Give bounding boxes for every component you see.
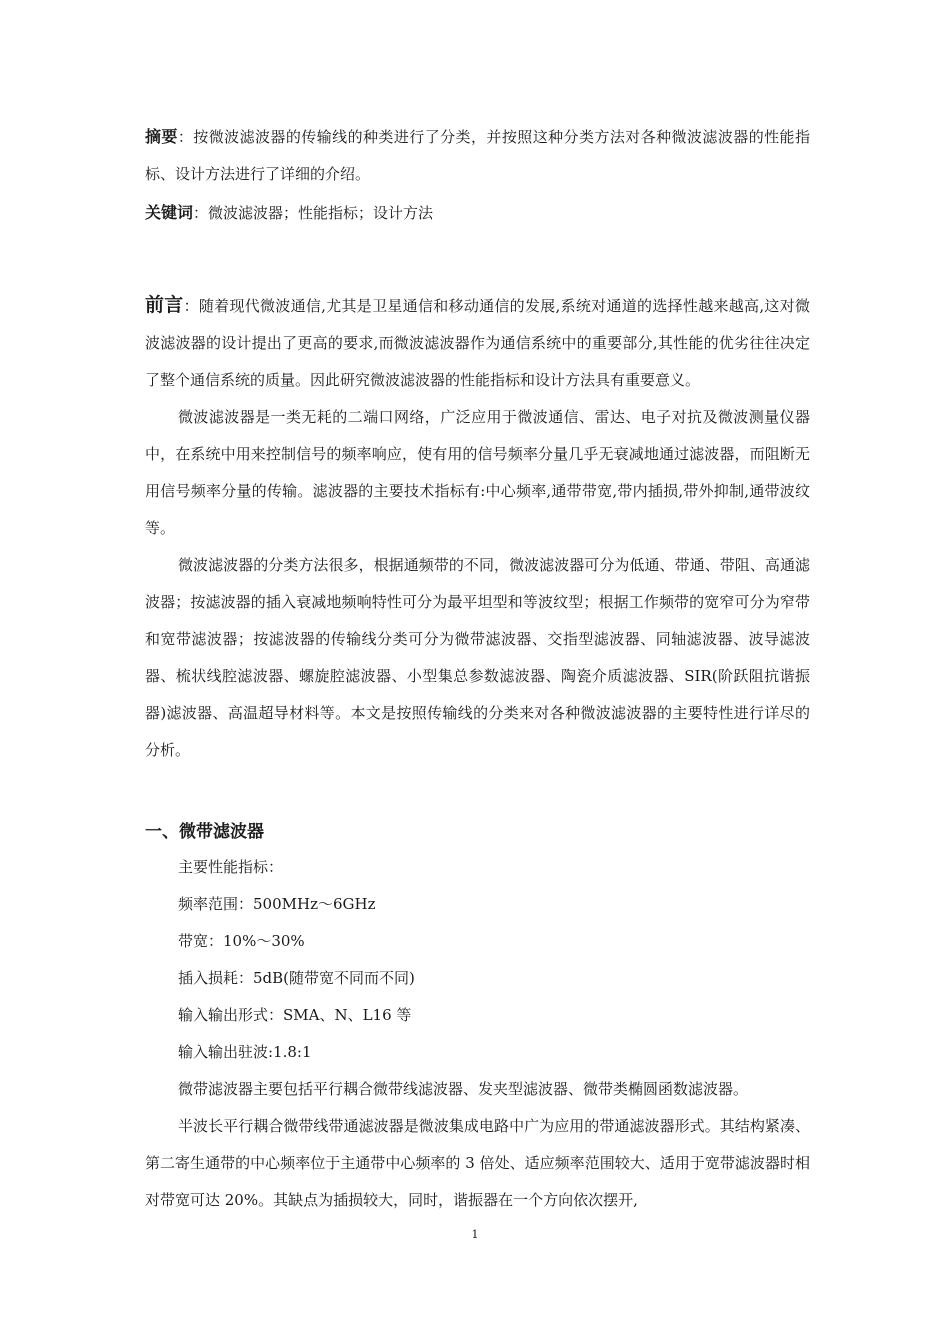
spec-item: 输入输出驻波:1.8:1: [178, 1043, 312, 1061]
spec-item: 输入输出形式：SMA、N、L16 等: [178, 1006, 412, 1024]
section-heading: 一、微带滤波器: [145, 822, 264, 842]
spec-item: 主要性能指标：: [178, 858, 284, 876]
preface-label: 前言: [145, 294, 184, 316]
keywords-text: ：微波滤波器；性能指标；设计方法: [193, 204, 434, 222]
preface-text: ：随着现代微波通信,尤其是卫星通信和移动通信的发展,系统对通道的选择性越来越高,这对微波滤波器的设计提出了更高的要求,而微波滤波器作为通信系统中的重要部分,其性能的优劣往往决定了整个通信系统的质量。因此研究微波滤波器的性能指标和设计方法具有重要意义。: [145, 297, 810, 389]
section-paragraph-2: 半波长平行耦合微带线带通滤波器是微波集成电路中广为应用的带通滤波器形式。其结构紧凑、第二寄生通带的中心频率位于主通带中心频率的 3 倍处、适应频率范围较大、适用于宽带滤波器时相对带宽可达 20%。其缺点为插损较大，同时，谐振器在一个方向依次摆开,: [145, 1117, 810, 1209]
section-microstrip: [145, 815, 810, 1219]
section-paragraph-1: 微带滤波器主要包括平行耦合微带线滤波器、发夹型滤波器、微带类椭圆函数滤波器。: [178, 1080, 749, 1098]
page-number: 1: [471, 1228, 479, 1241]
preface-paragraph: [145, 287, 810, 399]
spec-item: 带宽：10%～30%: [178, 932, 305, 950]
preface-section: [145, 287, 810, 769]
abstract-paragraph: [145, 118, 810, 193]
spec-item: 频率范围：500MHz～6GHz: [178, 895, 376, 913]
keywords-label: 关键词: [145, 203, 194, 222]
abstract-label: 摘要: [145, 127, 178, 146]
keywords-paragraph: [145, 194, 810, 232]
abstract-text: ：按微波滤波器的传输线的种类进行了分类，并按照这种分类方法对各种微波滤波器的性能指标、设计方法进行了详细的介绍。: [145, 128, 810, 183]
keywords-section: [145, 194, 810, 232]
body-paragraph-1: 微波滤波器是一类无耗的二端口网络，广泛应用于微波通信、雷达、电子对抗及微波测量仪器中，在系统中用来控制信号的频率响应，使有用的信号频率分量几乎无衰减地通过滤波器，而阻断无用信号频率分量的传输。滤波器的主要技术指标有:中心频率,通带带宽,带内插损,带外抑制,通带波纹等。: [145, 408, 810, 537]
abstract-section: [145, 118, 810, 193]
body-paragraph-2: 微波滤波器的分类方法很多，根据通频带的不同，微波滤波器可分为低通、带通、带阻、高通滤波器；按滤波器的插入衰减地频响特性可分为最平坦型和等波纹型；根据工作频带的宽窄可分为窄带和宽带滤波器；按滤波器的传输线分类可分为微带滤波器、交指型滤波器、同轴滤波器、波导滤波器、梳状线腔滤波器、螺旋腔滤波器、小型集总参数滤波器、陶瓷介质滤波器、SIR(阶跃阻抗谐振器)滤波器、高温超导材料等。本文是按照传输线的分类来对各种微波滤波器的主要特性进行详尽的分析。: [145, 556, 810, 759]
spec-item: 插入损耗：5dB(随带宽不同而不同): [178, 969, 415, 987]
